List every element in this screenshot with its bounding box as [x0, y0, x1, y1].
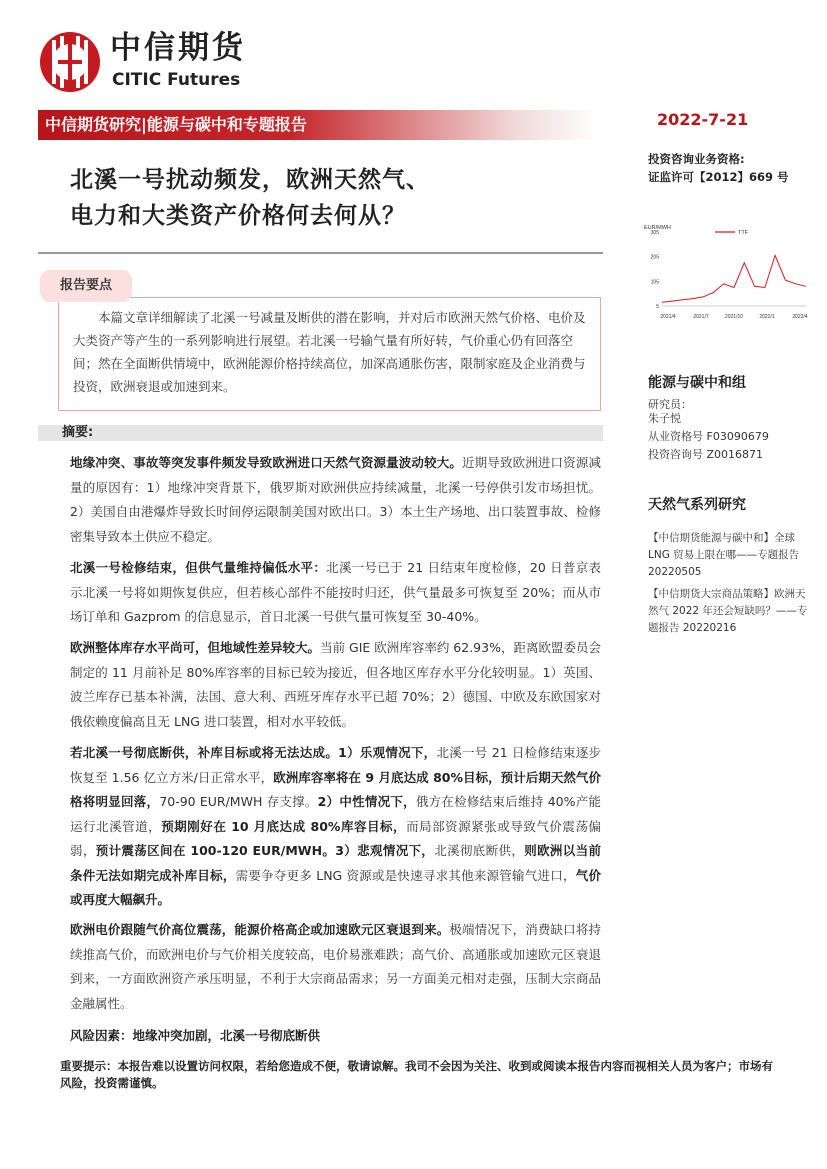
p3-body: 当前 GIE 欧洲库容率约 62.93%，距离欧盟委员会制定的 11 月前补足 80%库容率的目标已较为接近，但各地区库存水平分化较明显。1）英国、波兰库存已基本补满，法国、意大利、西班牙库存水平已超 70%；2）德国、中欧及东欧国家对俄依赖度偏高且无 LNG 进口装置，相对水平较低。 — [70, 640, 601, 729]
title-line-2: 电力和大类资产价格何去何从？ — [70, 203, 406, 229]
p4-b4: 2）中性情况下， — [317, 794, 416, 809]
report-category: 中信期货研究|能源与碳中和专题报告 — [45, 115, 307, 134]
ttf-price-chart — [640, 222, 810, 322]
license-consulting: 投资咨询号 Z0016871 — [648, 448, 764, 461]
logo-en-text: CITIC Futures — [112, 70, 241, 90]
ttf-series-line — [662, 255, 806, 302]
summary-tag: 报告要点 — [40, 270, 132, 302]
summary-box — [58, 297, 601, 411]
p3-lead: 欧洲整体库存水平尚可，但地域性差异较大。 — [70, 640, 321, 655]
p4-b8: 气价或再度大幅飙升。 — [70, 867, 601, 907]
summary-text: 本篇文章详细解读了北溪一号减量及断供的潜在影响，并对后市欧洲天然气价格、电价及大类资产等产生的一系列影响进行展望。若北溪一号输气量有所好转，气价重心仍有回落空间；然在全面断供情境中，欧洲能源价格持续高位，加深高通胀伤害，限制家庭及企业消费与投资，欧洲衰退或加速到来。 — [73, 310, 586, 394]
report-date: 2022-7-21 — [657, 110, 749, 129]
researcher-name: 朱子悦 — [648, 412, 681, 425]
p4-t6: 需要争夺更多 LNG 资源或是快速寻求其他来源管输气进口， — [235, 867, 576, 883]
abstract-paragraph-4 — [70, 741, 601, 913]
y-tick-label: 305 — [650, 230, 659, 236]
p4-t1: 北溪一号 21 日检修结束逐步恢复至 1.56 亿立方米/日正常水平， — [70, 745, 602, 785]
y-axis-label: EUR/MWH — [644, 225, 671, 231]
p4-b5: 预期刚好在 10 月底达成 80%库容目标， — [161, 818, 407, 834]
p4-t2: 70-90 EUR/MWH 存支撑。 — [159, 794, 318, 809]
team-heading: 能源与碳中和组 — [648, 375, 746, 391]
p1-lead: 地缘冲突、事故等突发事件频发导致欧洲进口天然气资源量波动较大。 — [70, 455, 463, 470]
researcher-label: 研究员： — [648, 398, 692, 411]
p4-t5: 北溪彻底断供， — [434, 843, 525, 858]
x-tick-label: 2021/4 — [660, 314, 676, 320]
x-tick-label: 2022/4 — [792, 314, 808, 320]
title-divider — [38, 252, 603, 254]
p4-b3: 欧洲库容率将在 9 月底达成 80%目标，预计后期天然气价格将明显回落， — [70, 769, 601, 809]
abstract-paragraph-1 — [70, 451, 601, 549]
risk-factors — [70, 1024, 601, 1049]
p4-t4: 而局部资源紧张或导致气价震荡偏弱， — [70, 818, 601, 858]
qualification-label: 投资咨询业务资格: — [648, 152, 745, 166]
license-qualification: 从业资格号 F03090679 — [648, 430, 769, 443]
citic-logo-icon — [38, 30, 102, 94]
x-tick-label: 2022/1 — [759, 314, 775, 320]
related-report-1[interactable]: 【中信期货能源与碳中和】全球 LNG 贸易上限在哪——专题报告 20220505 — [648, 532, 800, 578]
title-line-1: 北溪一号扰动频发，欧洲天然气、 — [70, 167, 430, 193]
p1-body: 近期导致欧洲进口资源减量的原因有：1）地缘冲突背景下，俄罗斯对欧洲供应持续减量，北溪一号停供引发市场担忧。2）美国自由港爆炸导致长时间停运限制美国对欧出口。3）本土生产场地、出口装置事故、检修密集导致本土供应不稳定。 — [70, 455, 601, 544]
risk-text: 风险因素：地缘冲突加剧，北溪一号彻底断供 — [70, 1028, 321, 1043]
p4-b2: 1）乐观情况下， — [338, 745, 437, 760]
p4-b6: 预计震荡区间在 100-120 EUR/MWH。3）悲观情况下， — [95, 843, 435, 858]
p4-b1: 若北溪一号彻底断供，补库目标或将无法达成。 — [70, 745, 339, 760]
y-tick-label: 105 — [650, 279, 659, 286]
y-tick-label: 5 — [656, 304, 659, 310]
report-title — [70, 162, 590, 234]
p2-body: 北溪一号已于 21 日结束年度检修，20 日普京表示北溪一号将如期恢复供应，但若核心部件不能按时归还，供气量最多可恢复至 20%；而从市场订单和 Gazprom 的信息显示，首日北溪一号供气量可恢复至 30-40%。 — [70, 560, 601, 624]
abstract-paragraph-5 — [70, 918, 601, 1016]
abstract-paragraph-3 — [70, 636, 601, 734]
x-tick-label: 2021/7 — [693, 314, 709, 320]
abstract-label: 摘要: — [62, 425, 94, 440]
x-tick-label: 2021/10 — [724, 314, 744, 320]
series-heading: 天然气系列研究 — [648, 497, 746, 513]
y-tick-label: 205 — [650, 254, 659, 261]
abstract-paragraph-2 — [70, 556, 601, 630]
p4-b7: 则欧洲以当前条件无法如期完成补库目标， — [70, 843, 601, 883]
related-report-2[interactable]: 【中信期货大宗商品策略】欧洲天然气 2022 年还会短缺吗？——专题报告 20220216 — [648, 588, 808, 634]
p4-t3: 俄方在检修结束后维持 40%产能运行北溪管道， — [70, 794, 601, 834]
p5-lead: 欧洲电价跟随气价高位震荡，能源价格高企或加速欧元区衰退到来。 — [70, 922, 450, 937]
disclaimer-footer: 重要提示：本报告难以设置访问权限，若给您造成不便，敬请谅解。我司不会因为关注、收到或阅读本报告内容而视相关人员为客户；市场有风险，投资需谨慎。 — [60, 1059, 773, 1090]
logo-cn-text: 中信期货 — [110, 30, 246, 66]
p2-lead: 北溪一号检修结束，但供气量维持偏低水平： — [70, 560, 327, 575]
p5-body: 极端情况下，消费缺口将持续推高气价，而欧洲电价与气价相关度较高，电价易涨难跌；高气价、高通胀或加速欧元区衰退到来，一方面欧洲资产承压明显，不利于大宗商品需求；另一方面美元相对走强，压制大宗商品金融属性。 — [70, 922, 601, 1011]
abstract-bar — [38, 425, 603, 441]
qualification-license: 证监许可【2012】669 号 — [648, 170, 789, 184]
legend-ttf: TTF — [738, 230, 749, 236]
